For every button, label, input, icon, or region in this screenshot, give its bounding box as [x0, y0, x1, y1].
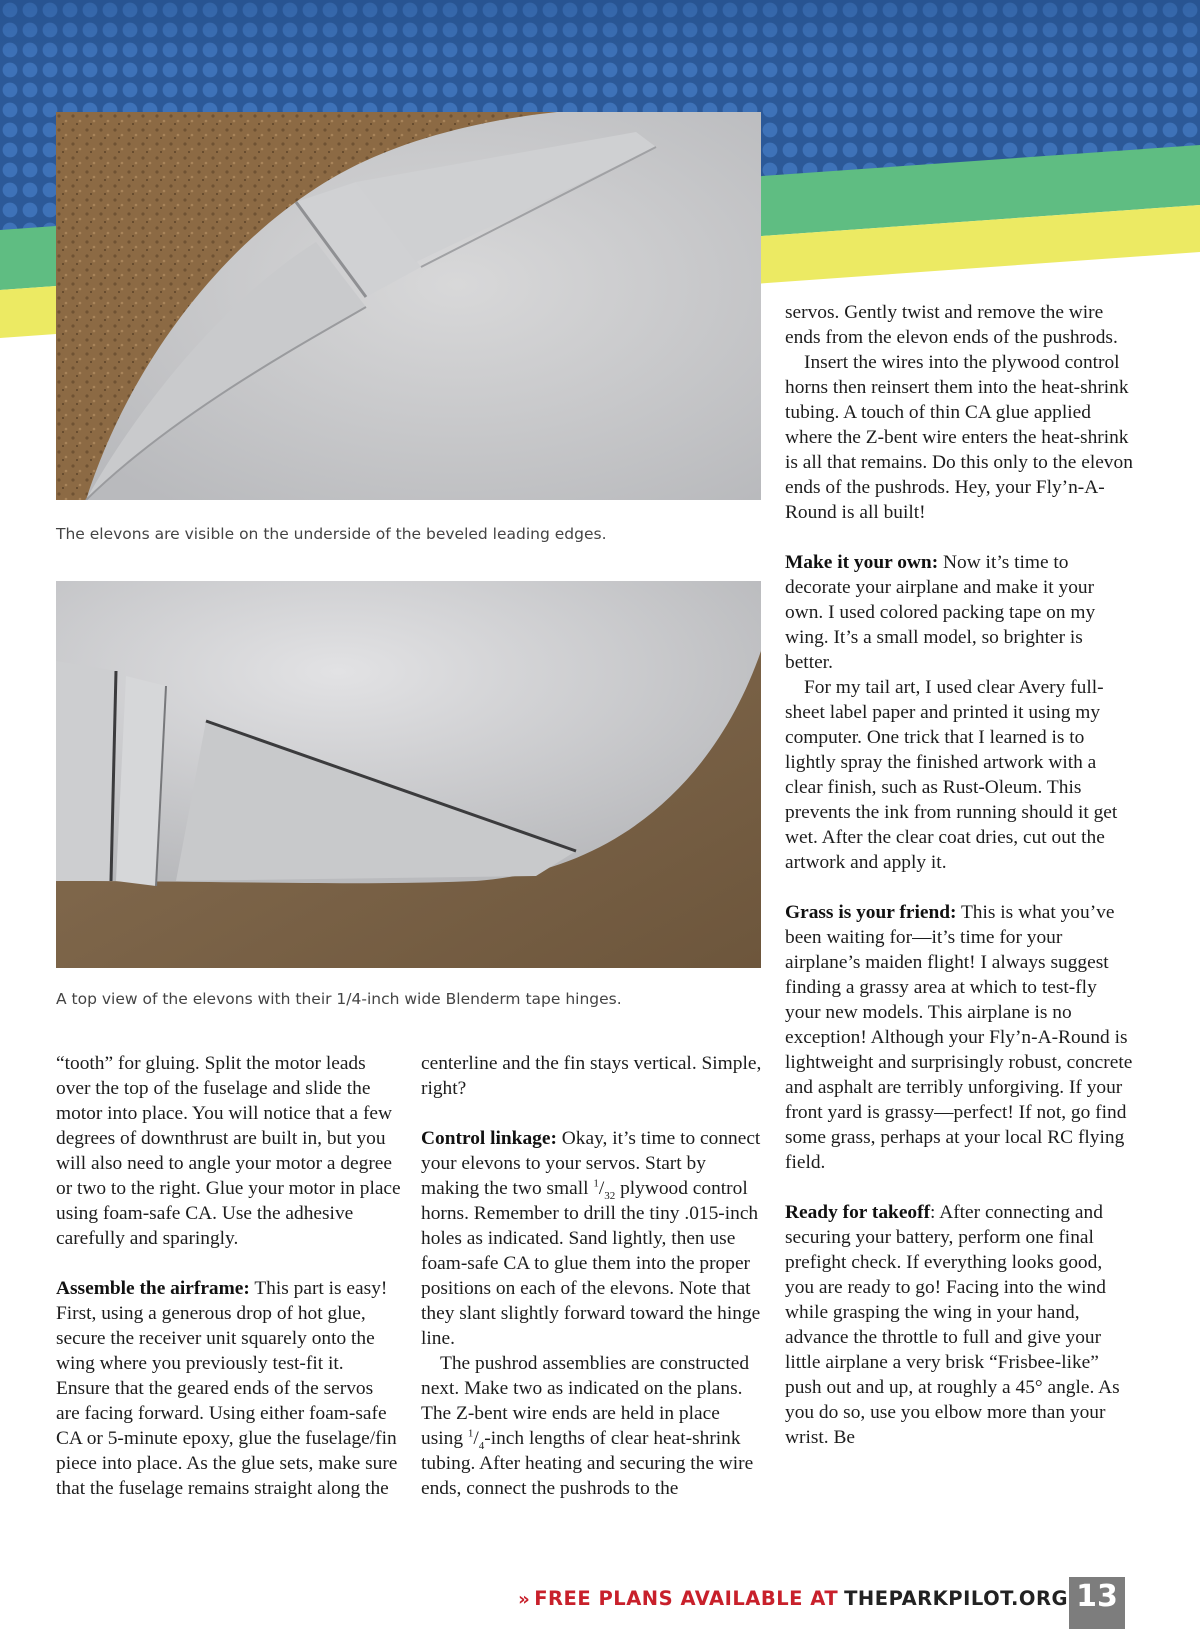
paragraph: Grass is your friend: This is what you’ve been waiting for—it’s time for your airplane’s maiden flight! I always suggest finding a grassy area at which to test-fly your new models. This airplane is no exception! Although your Fly’n-A-Round is lightweight and surprisingly robust, concrete and asphalt are terribly unforgiving. If your front yard is grassy—perfect! If not, go find some grass, perhaps at your local RC flying field. — [785, 902, 1133, 1173]
article-column-right — [785, 300, 1135, 1450]
paragraph: “tooth” for gluing. Split the motor leads over the top of the fuselage and slide the motor into place. You will notice that a few degrees of downthrust are built in, but you will also need to angle your motor a degree or two to the right. Glue your motor in place using foam-safe CA. Use the adhesive carefully and sparingly. — [56, 1053, 401, 1249]
paragraph: servos. Gently twist and remove the wire ends from the elevon ends of the pushrods. — [785, 302, 1118, 348]
paragraph: Control linkage: Okay, it’s time to connect your elevons to your servos. Start by making the two small $^1/_{32}$ plywood control horns. Remember to drill the tiny .015-inch holes as indicated. Sand lightly, then use foam-safe CA to glue them into the proper positions on each of the elevons. Note that they slant slightly forward toward the hinge line. — [421, 1128, 761, 1349]
subhead-assemble-the-airframe: Assemble the airframe: — [56, 1278, 250, 1299]
page-footer — [0, 1577, 1200, 1629]
paragraph: For my tail art, I used clear Avery full-sheet label paper and printed it using my computer. One trick that I learned is to lightly spray the finished artwork with a clear finish, such as Rust-Oleum. This prevents the ink from running should it get wet. After the clear coat dries, cut out the artwork and apply it. — [785, 677, 1118, 873]
photo-elevons-underside — [56, 112, 761, 500]
photo-2-caption: A top view of the elevons with their 1/4-inch wide Blenderm tape hinges. — [56, 990, 622, 1008]
page-number: 13 — [1076, 1579, 1118, 1614]
photo-elevons-top-view — [56, 581, 761, 968]
subhead-control-linkage: Control linkage: — [421, 1128, 557, 1149]
photo-1-caption: The elevons are visible on the underside of the beveled leading edges. — [56, 525, 607, 543]
article-column-left — [56, 1051, 401, 1501]
paragraph: Make it your own: Now it’s time to decorate your airplane and make it your own. I used colored packing tape on my wing. It’s a small model, so brighter is better. — [785, 552, 1096, 673]
paragraph: Assemble the airframe: This part is easy! First, using a generous drop of hot glue, secure the receiver unit squarely onto the wing where you previously test-fit it. Ensure that the geared ends of the servos are facing forward. Using either foam-safe CA or 5-minute epoxy, glue the fuselage/fin piece into place. As the glue sets, make sure that the fuselage remains straight along the — [56, 1278, 398, 1499]
paragraph: centerline and the fin stays vertical. Simple, right? — [421, 1053, 762, 1099]
footer-label: FREE PLANS AVAILABLE AT — [534, 1587, 839, 1610]
chevron-right-icon: » — [518, 1589, 531, 1610]
footer-site-link[interactable]: THEPARKPILOT.ORG — [844, 1587, 1068, 1610]
subhead-ready-for-takeoff: Ready for takeoff — [785, 1202, 931, 1223]
paragraph: Insert the wires into the plywood control horns then reinsert them into the heat-shrink tubing. A touch of thin CA glue applied where the Z-bent wire enters the heat-shrink is all that remains. Do this only to the elevon ends of the pushrods. Hey, your Fly’n-A-Round is all built! — [785, 352, 1133, 523]
subhead-make-it-your-own: Make it your own: — [785, 552, 939, 573]
paragraph: Ready for takeoff: After connecting and securing your battery, perform one final prefight check. If everything looks good, you are ready to go! Facing into the wind while grasping the wing in your hand, advance the throttle to full and give your little airplane a very brisk “Frisbee-like” push out and up, at roughly a 45° angle. As you do so, use you elbow more than your wrist. Be — [785, 1202, 1120, 1448]
article-column-middle — [421, 1051, 766, 1501]
footer-promo — [518, 1587, 1068, 1610]
page-number-box — [1069, 1577, 1125, 1629]
fraction-1-32: $^1/_{32}$ — [593, 1177, 616, 1202]
paragraph: The pushrod assemblies are constructed next. Make two as indicated on the plans. The Z-bent wire ends are held in place using $^1/_4$-inch lengths of clear heat-shrink tubing. After heating and securing the wire ends, connect the pushrods to the — [421, 1353, 754, 1499]
fraction-1-4: $^1/_4$ — [467, 1427, 485, 1452]
subhead-grass-is-your-friend: Grass is your friend: — [785, 902, 957, 923]
